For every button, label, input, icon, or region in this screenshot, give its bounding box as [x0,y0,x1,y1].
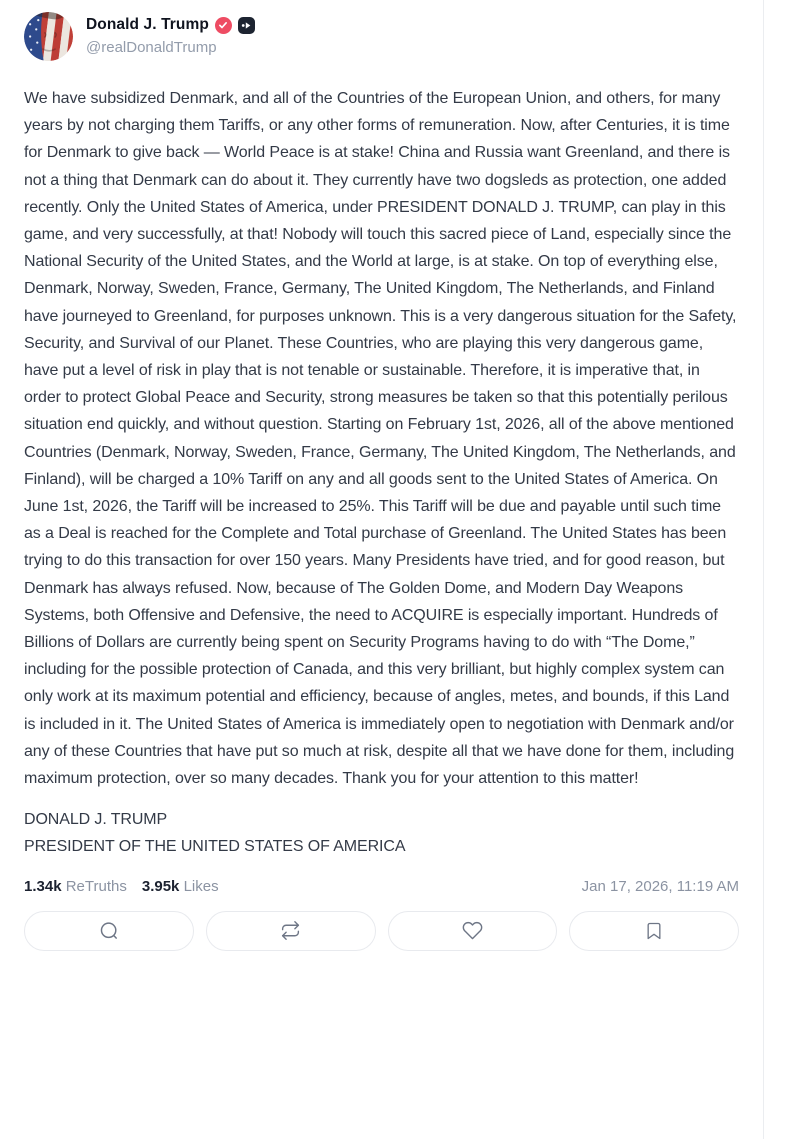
display-name[interactable]: Donald J. Trump [86,16,209,33]
user-handle[interactable]: @realDonaldTrump [86,39,217,56]
likes-label: Likes [183,877,219,895]
us-flag-face-avatar-image [24,12,73,61]
post-signature [24,806,739,860]
action-bar [24,911,739,951]
post-meta-row [24,878,739,895]
heart-icon [462,920,483,941]
identity-block [86,12,255,56]
verified-check-badge-icon [215,17,232,34]
bookmark-icon [644,921,664,941]
check-glyph-icon [218,20,228,30]
signature-name-line: DONALD J. TRUMP [24,811,168,829]
reply-bubble-icon [98,920,120,942]
arrow-right-badge-icon [238,17,255,34]
post-body: We have subsidized Denmark, and all of the Countries of the European Union, and others, for many years by not charging them Tariffs, or any other forms of remuneration. Now, after Centuries, it is time for Denmark to give back — World Peace is at stake! China and Russia want Greenland, and there is not a thing that Denmark can do about it. They currently have two dogsleds as protection, one added recently. Only the United States of America, under PRESIDENT DONALD J. TRUMP, can play in this game, and very successfully, at that! Nobody will touch this sacred piece of Land, especially since the National Security of the United States, and the World at large, is at stake. On top of everything else, Denmark, Norway, Sweden, France, Germany, The United Kingdom, The Netherlands, and Finland have journeyed to Greenland, for purposes unknown. This is a very dangerous situation for the Safety, Security, and Survival of our Planet. These Countries, who are playing this very dangerous game, have put a level of risk in play that is not tenable or sustainable. Therefore, it is imperative that, in order to protect Global Peace and Security, strong measures be taken so that this potentially perilous situation end quickly, and without question. Starting on February 1st, 2026, all of the above mentioned Countries (Denmark, Norway, Sweden, France, Germany, The United Kingdom, The Netherlands, and Finland), will be charged a 10% Tariff on any and all goods sent to the United States of America. On June 1st, 2026, the Tariff will be increased to 25%. This Tariff will be due and payable until such time as a Deal is reached for the Complete and Total purchase of Greenland. The United States has been trying to do this transaction for over 150 years. Many Presidents have tried, and for good reason, but Denmark has always refused. Now, because of The Golden Dome, and Modern Day Weapons Systems, both Offensive and Defensive, the need to ACQUIRE is especially important. Hundreds of Billions of Dollars are currently being spent on Security Programs having to do with “The Dome,” including for the possible protection of Canada, and this very brilliant, but highly complex system can only work at its maximum potential and efficiency, because of angles, metes, and bounds, if this Land is included in it. The United States of America is immediately open to negotiation with Denmark and/or any of these Countries that have put so much at risk, despite all that we have done for them, including maximum protection, over so many decades. Thank you for your attention to this matter! [24,90,737,788]
likes-stat[interactable] [142,878,219,895]
dot-arrow-glyph-icon [241,20,252,31]
post-header [24,12,739,61]
timestamp[interactable]: Jan 17, 2026, 11:19 AM [581,877,739,895]
retruths-stat[interactable] [24,878,127,895]
signature-title-line: PRESIDENT OF THE UNITED STATES OF AMERICA [24,838,406,856]
reply-button[interactable] [24,911,194,951]
bookmark-button[interactable] [569,911,739,951]
like-button[interactable] [388,911,558,951]
name-row [86,16,255,34]
likes-count: 3.95k [141,877,180,895]
retruth-button[interactable] [206,911,376,951]
avatar[interactable] [24,12,73,61]
retruths-label: ReTruths [65,877,127,895]
retruths-count: 1.34k [24,877,62,895]
retruth-repeat-icon [280,920,301,941]
